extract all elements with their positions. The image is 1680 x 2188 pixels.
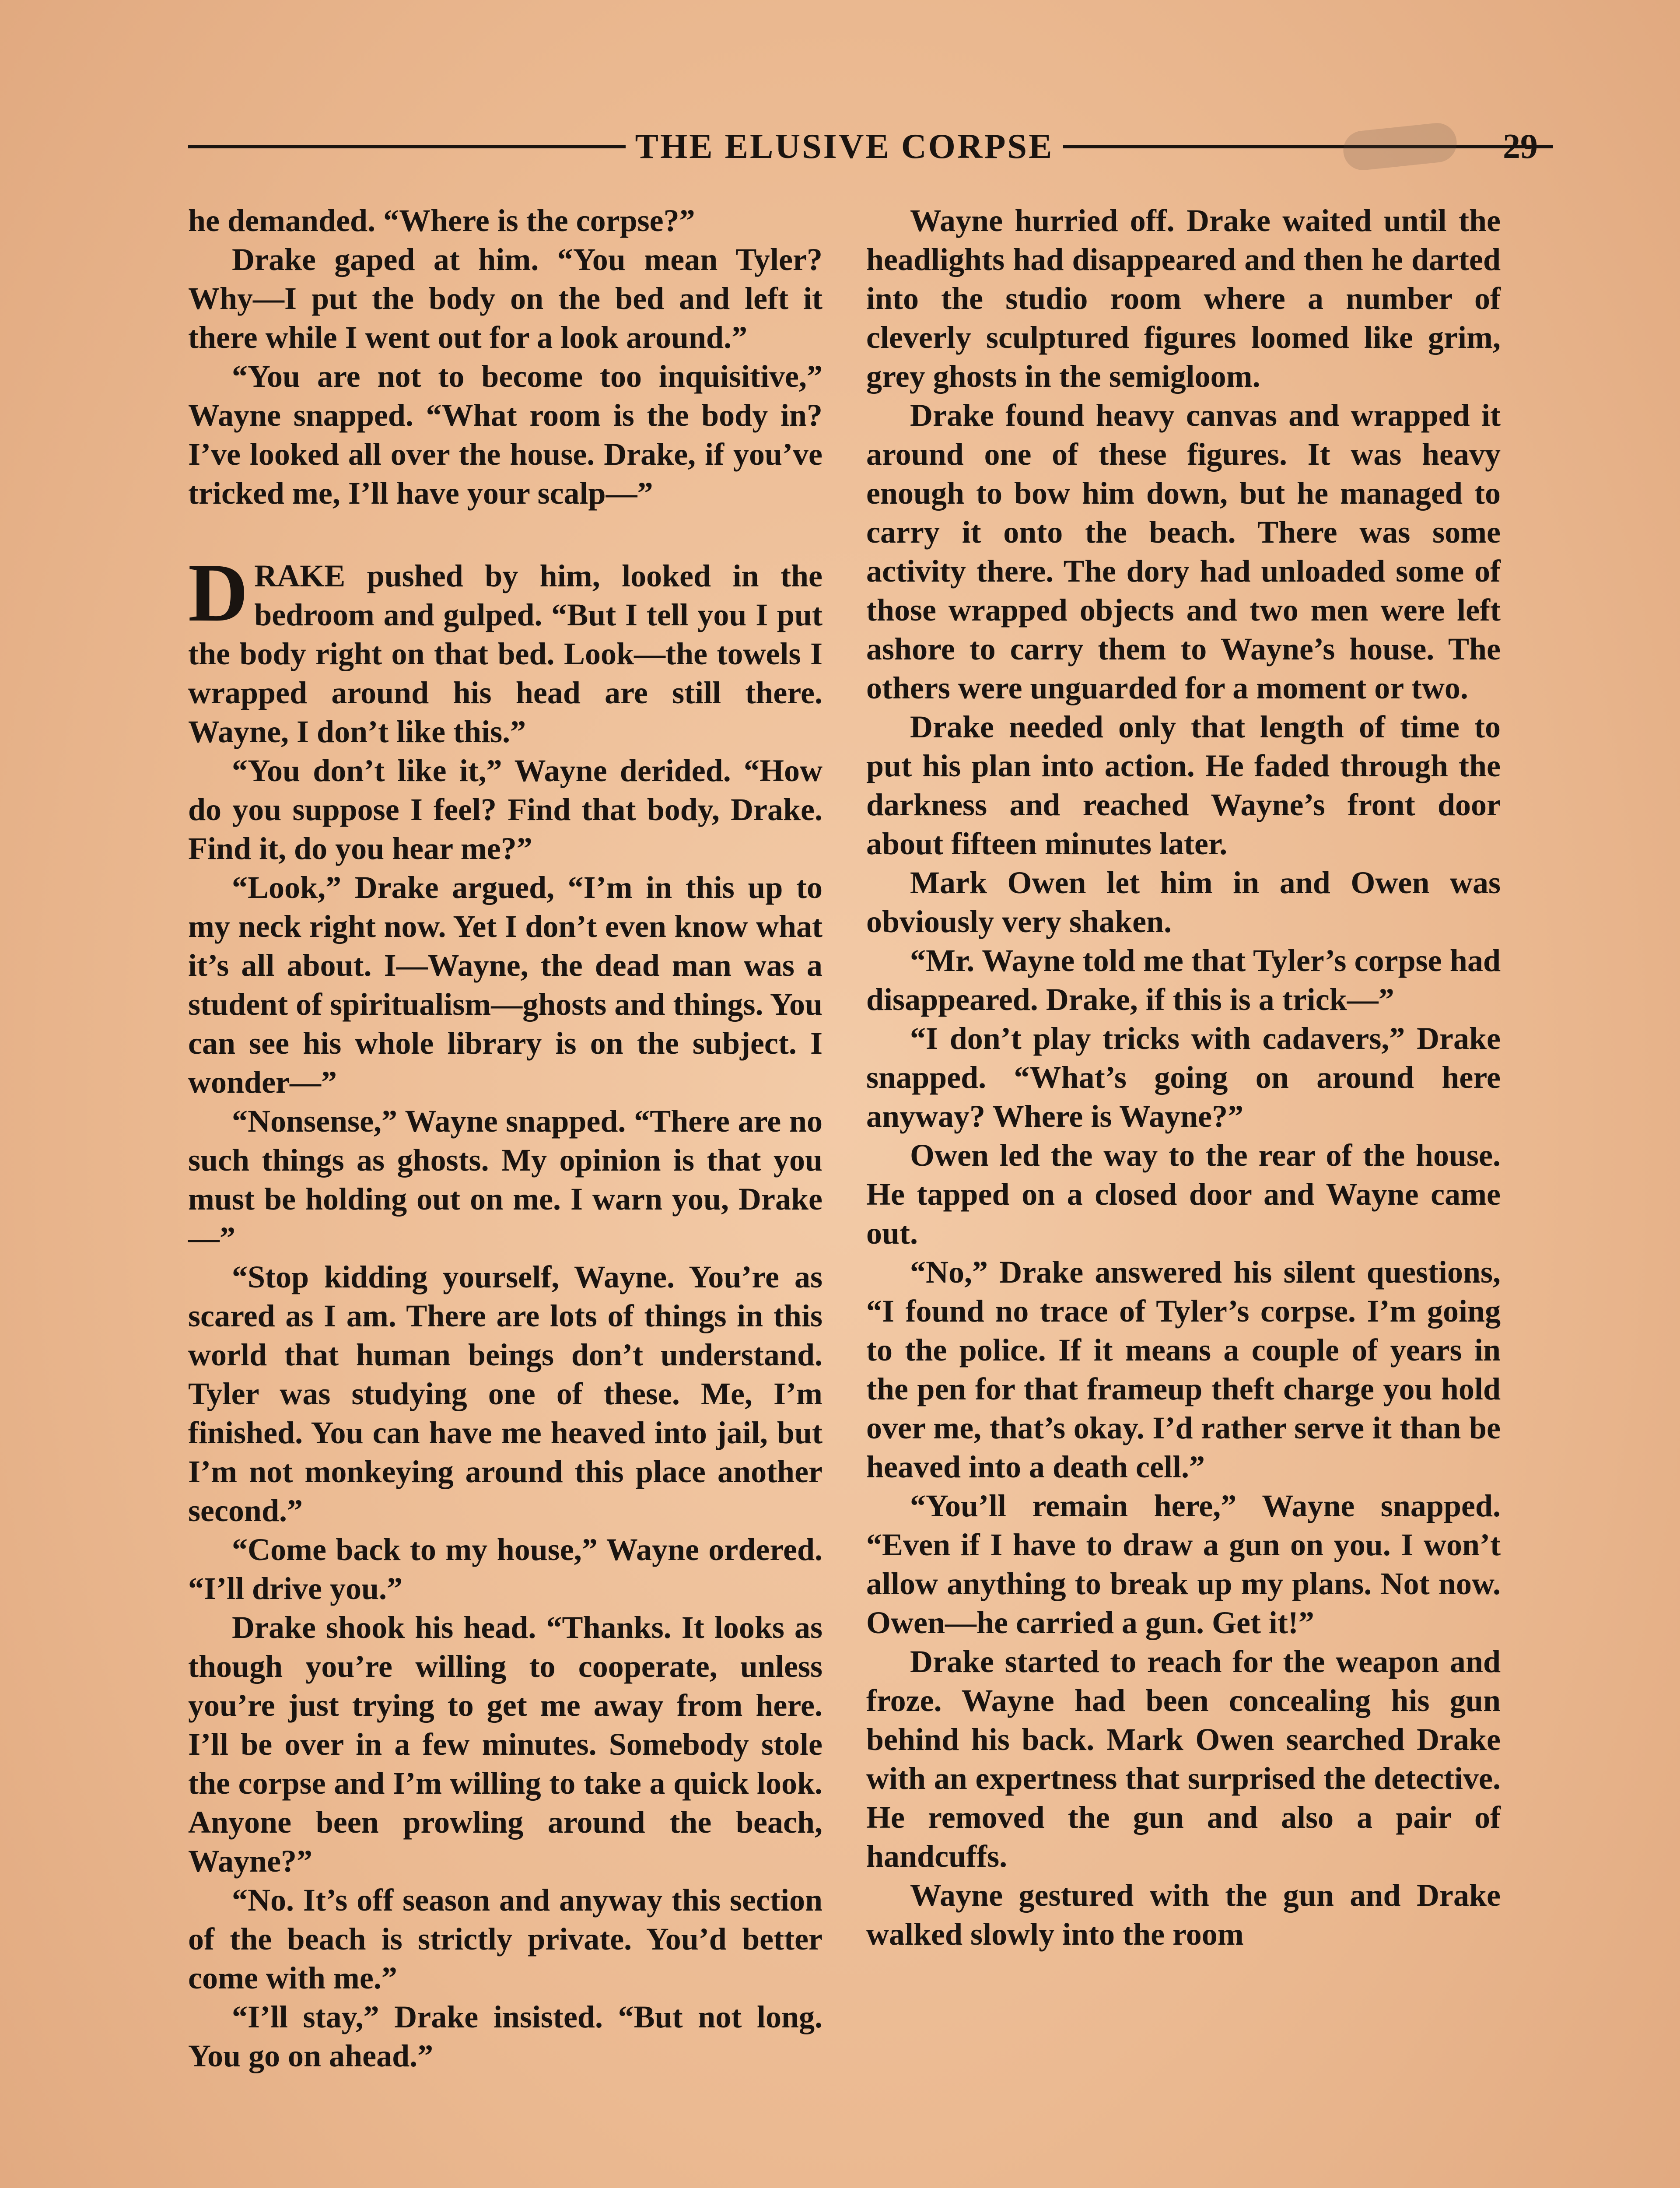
paragraph: Mark Owen let him in and Owen was obviously very shaken. <box>866 865 1501 939</box>
paragraph: Drake needed only that length of time to put his plan into action. He faded through the darkness and reached Wayne’s front door about fifteen minutes later. <box>866 709 1501 861</box>
paragraph: “Look,” Drake argued, “I’m in this up to my neck right now. Yet I don’t even know what it’s all about. I—Wayne, the dead man was a student of spiritualism—ghosts and things. You can see his whole library is on the subject. I wonder—” <box>188 870 822 1100</box>
paragraph: Drake shook his head. “Thanks. It looks as though you’re willing to cooperate, unless you’re just trying to get me away from here. I’ll be over in a few minutes. Somebody stole the corpse and I’m willing to take a quick look. Anyone been prowling around the beach, Wayne?” <box>188 1610 822 1879</box>
paragraph: “I’ll stay,” Drake insisted. “But not long. You go on ahead.” <box>188 1999 822 2073</box>
paragraph: Wayne gestured with the gun and Drake walked slowly into the room <box>866 1878 1501 1952</box>
paragraph: “Stop kidding yourself, Wayne. You’re as scared as I am. There are lots of things in this world that human beings don’t understand. Tyler was studying one of these. Me, I’m finished. You can have me heaved into jail, but I’m not monkeying around this place another second.” <box>188 1259 822 1528</box>
paragraph: “No. It’s off season and anyway this section of the beach is strictly private. You’d better come with me.” <box>188 1883 822 1995</box>
running-header <box>188 118 1538 171</box>
paragraph: “Nonsense,” Wayne snapped. “There are no such things as ghosts. My opinion is that you must be holding out on me. I warn you, Drake—” <box>188 1104 822 1255</box>
paragraph: Drake started to reach for the weapon and froze. Wayne had been concealing his gun behind his back. Mark Owen searched Drake with an expertness that surprised the detective. He removed the gun and also a pair of handcuffs. <box>866 1644 1501 1874</box>
paragraph: Wayne hurried off. Drake waited until the headlights had disappeared and then he darted into the studio room where a number of cleverly sculptured figures loomed like grim, grey ghosts in the semigloom. <box>866 203 1501 394</box>
paragraph: “Mr. Wayne told me that Tyler’s corpse had disappeared. Drake, if this is a trick—” <box>866 943 1501 1017</box>
paragraph: “Come back to my house,” Wayne ordered. “I’ll drive you.” <box>188 1532 822 1606</box>
dropcap-paragraph <box>188 547 822 751</box>
paragraph: he demanded. “Where is the corpse?” <box>188 203 695 238</box>
paragraph: “You’ll remain here,” Wayne snapped. “Even if I have to draw a gun on you. I won’t allow anything to break up my plans. Not now. Owen—he carried a gun. Get it!” <box>866 1488 1501 1640</box>
paragraph: “You are not to become too inquisitive,” Wayne snapped. “What room is the body in? I’ve looked all over the house. Drake, if you’ve tricked me, I’ll have your scalp—” <box>188 359 822 511</box>
paragraph: “I don’t play tricks with cadavers,” Drake snapped. “What’s going on around here anyway? Where is Wayne?” <box>866 1021 1501 1134</box>
paragraph-text: RAKE pushed by him, looked in the bedroom and gulped. “But I tell you I put the body right on that bed. Look—the towels I wrapped around his head are still there. Wayne, I don’t like this.” <box>188 558 822 749</box>
running-title: THE ELUSIVE CORPSE <box>635 127 1054 166</box>
paragraph: Drake found heavy canvas and wrapped it around one of these figures. It was heavy enough to bow him down, but he managed to carry it onto the beach. There was some activity there. The dory had unloaded some of those wrapped objects and two men were left ashore to carry them to Wayne’s house. The others were unguarded for a moment or two. <box>866 398 1501 705</box>
paragraph: “No,” Drake answered his silent questions, “I found no trace of Tyler’s corpse. I’m going to the police. If it means a couple of years in the pen for that frameup theft charge you hold over me, that’s okay. I’d rather serve it than be heaved into a death cell.” <box>866 1255 1501 1484</box>
left-column <box>188 201 822 2076</box>
paragraph: Drake gaped at him. “You mean Tyler? Why—I put the body on the bed and left it there while I went out for a look around.” <box>188 242 822 355</box>
ink-stamp-smudge <box>1341 121 1459 172</box>
drop-cap-letter: D <box>188 547 248 639</box>
paragraph: Owen led the way to the rear of the house. He tapped on a closed door and Wayne came out. <box>866 1138 1501 1251</box>
paragraph: “You don’t like it,” Wayne derided. “How do you suppose I feel? Find that body, Drake. Find it, do you hear me?” <box>188 753 822 866</box>
page-number: 29 <box>1503 127 1538 166</box>
right-column <box>866 201 1501 1954</box>
header-rule-left <box>188 145 626 148</box>
